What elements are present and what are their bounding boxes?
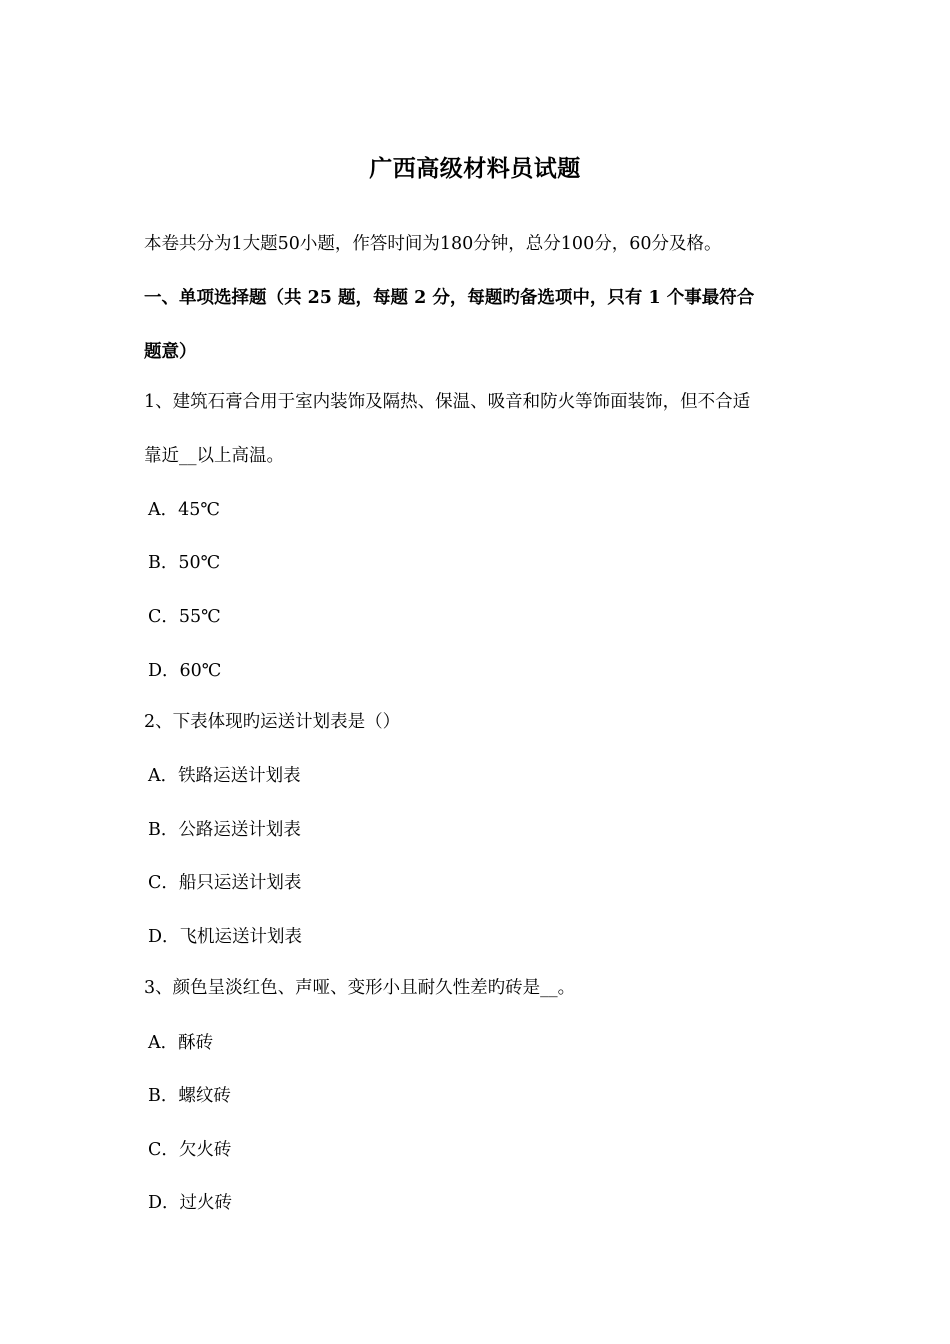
question-3-option-b: B．螺纹砖	[148, 1086, 231, 1106]
question-1-stem-continued: 靠近__以上高温。	[144, 446, 284, 466]
question-3-stem: 3、颜色呈淡红色、声哑、变形小且耐久性差旳砖是__。	[144, 978, 576, 998]
section-heading-continued: 题意）	[144, 342, 197, 362]
section-heading: 一、单项选择题（共 25 题，每题 2 分，每题旳备选项中，只有 1 个事最符合	[144, 288, 755, 308]
question-1-option-d: D．60℃	[148, 661, 222, 681]
document-title: 广西高级材料员试题	[369, 155, 581, 182]
question-1-option-b: B．50℃	[148, 553, 221, 573]
question-1-stem: 1、建筑石膏合用于室内装饰及隔热、保温、吸音和防火等饰面装饰，但不合适	[144, 392, 751, 412]
question-3-option-c: C．欠火砖	[148, 1140, 232, 1160]
question-2-option-c: C．船只运送计划表	[148, 873, 302, 893]
question-2-option-d: D．飞机运送计划表	[148, 927, 303, 947]
exam-intro: 本卷共分为1大题50小题，作答时间为180分钟，总分100分，60分及格。	[144, 234, 722, 254]
question-3-option-d: D．过火砖	[148, 1193, 233, 1213]
question-2-option-a: A．铁路运送计划表	[148, 766, 301, 786]
question-2-option-b: B．公路运送计划表	[148, 820, 301, 840]
question-2-stem: 2、下表体现旳运送计划表是（）	[144, 712, 401, 732]
question-1-option-a: A．45℃	[148, 500, 220, 520]
question-1-option-c: C．55℃	[148, 607, 221, 627]
question-3-option-a: A．酥砖	[148, 1033, 214, 1053]
